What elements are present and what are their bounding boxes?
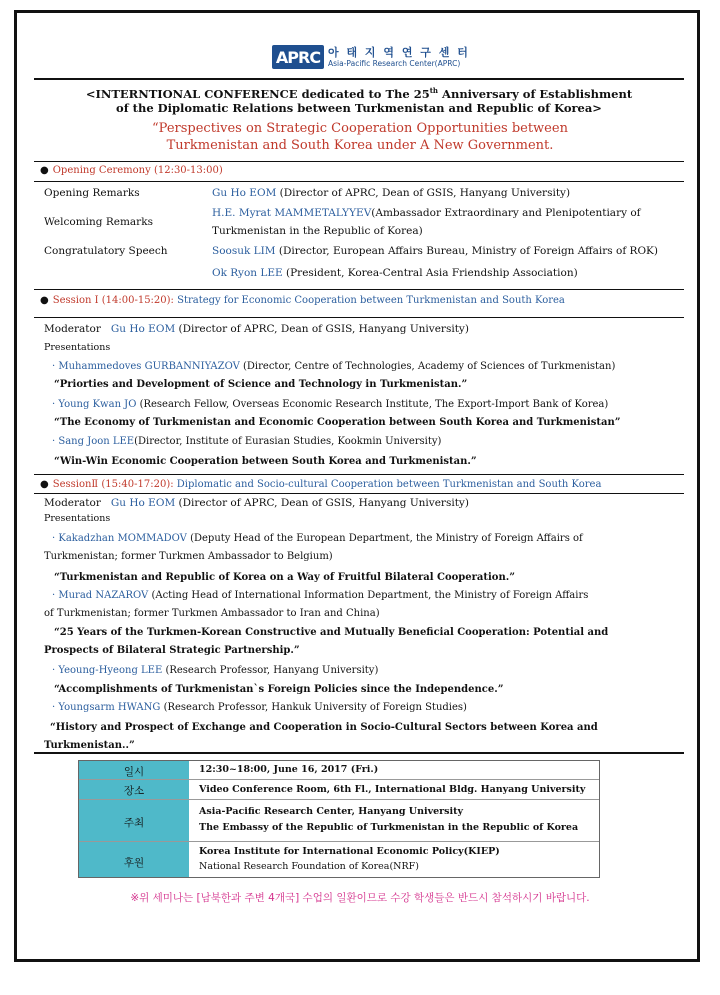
- presentation-topic: [44, 624, 676, 660]
- moderator-name: Gu Ho EOM: [110, 497, 176, 509]
- speaker-name: · Yeoung-Hyeong LEE: [52, 665, 163, 676]
- speaker-name: · Muhammedoves GURBANNIYAZOV: [52, 361, 240, 372]
- presentation-topic: “Win-Win Economic Cooperation between South Korea and Turkmenistan.”: [54, 456, 477, 467]
- speaker-name: · Murad NAZAROV: [52, 590, 149, 601]
- moderator-name: Gu Ho EOM: [110, 323, 176, 335]
- session2-speaker-2: [44, 587, 676, 623]
- congratulatory-role: Congratulatory Speech: [44, 245, 168, 257]
- welcoming-speaker: [212, 206, 682, 238]
- presentation-topic: “Accomplishments of Turkmenistan`s Foreign Policies since the Independence.”: [54, 684, 504, 695]
- presentation-topic: “Turkmenistan and Republic of Korea on a Way of Fruitful Bilateral Cooperation.”: [54, 572, 515, 583]
- speaker-desc: (Ambassador Extraordinary and Plenipotentiary of: [371, 207, 641, 219]
- subtitle-line2: Turkmenistan and South Korea under A New Government.: [166, 138, 554, 153]
- title-line1: <INTERNTIONAL CONFERENCE dedicated to The 25: [85, 86, 430, 101]
- session2-speaker-3: [52, 664, 378, 678]
- speaker-desc: (Director of APRC, Dean of GSIS, Hanyang University): [276, 187, 571, 199]
- info-sponsor-2: National Research Foundation of Korea(NRF): [199, 861, 419, 872]
- presentations-label: Presentations: [44, 342, 111, 353]
- speaker-desc: (Director, Centre of Technologies, Academy of Sciences of Turkmenistan): [239, 361, 616, 372]
- speaker-desc: (Research Fellow, Overseas Economic Research Institute, The Export-Import Bank of Korea): [136, 399, 609, 410]
- opening-heading: [40, 165, 223, 176]
- opening-speaker: [212, 186, 682, 200]
- opening-heading-text: Opening Ceremony (12:30-13:00): [52, 165, 223, 176]
- info-label-host: 주최: [123, 817, 145, 829]
- speaker-desc-cont: of Turkmenistan; former Turkmen Ambassador to Iran and China): [44, 608, 380, 619]
- session1-rule: [34, 317, 684, 318]
- session2-speaker-4: [52, 701, 467, 715]
- speaker-name: · Sang Joon LEE: [52, 436, 135, 447]
- session1-speaker-2: [52, 398, 692, 412]
- speaker-desc: (President, Korea-Central Asia Friendship Association): [282, 267, 578, 279]
- opening-rule-top: [34, 161, 684, 162]
- bullet-icon: ●: [40, 295, 49, 306]
- topic-line: “25 Years of the Turkmen-Korean Constructive and Mutually Beneficial Cooperation: Potential and: [54, 627, 609, 638]
- session1-speaker-3: [52, 435, 441, 449]
- speaker-name: H.E. Myrat MAMMETALYYEV: [212, 207, 372, 219]
- session1-rule-top: [34, 289, 684, 290]
- session1-speaker-1: [52, 360, 682, 374]
- speaker-name: · Kakadzhan MOMMADOV: [52, 533, 187, 544]
- topic-line-cont: Turkmenistan..”: [44, 740, 135, 751]
- title-sup: th: [429, 86, 439, 95]
- logo-english: Asia-Pacific Research Center(APRC): [328, 58, 461, 68]
- attendance-notice: ※위 세미나는 [남북한과 주변 4개국] 수업의 일환이므로 수강 학생들은 반드시 참석하시기 바랍니다.: [130, 892, 590, 904]
- speaker-desc-cont: Turkmenistan; former Turkmen Ambassador to Belgium): [44, 551, 333, 562]
- presentations-label: Presentations: [44, 513, 111, 524]
- bullet-icon: ●: [40, 165, 49, 176]
- conference-subtitle: [100, 120, 620, 154]
- info-label-date: 일시: [123, 766, 145, 778]
- info-label-sponsor: 후원: [123, 857, 145, 869]
- session1-time: Session I (14:00-15:20):: [52, 295, 174, 306]
- presentation-topic: “Priorties and Development of Science and Technology in Turkmenistan.”: [54, 379, 468, 390]
- logo-text: [328, 47, 470, 68]
- speaker-desc: (Director, Institute of Eurasian Studies, Kookmin University): [134, 436, 442, 447]
- opening-role: Opening Remarks: [44, 187, 140, 199]
- session2-time: SessionⅡ (15:40-17:20):: [52, 479, 174, 490]
- moderator-label: Moderator: [44, 323, 101, 335]
- congratulatory-speaker-2: [212, 266, 682, 280]
- info-host-2: The Embassy of the Republic of Turkmenistan in the Republic of Korea: [199, 822, 579, 833]
- speaker-desc-cont: Turkmenistan in the Republic of Korea): [212, 225, 423, 237]
- session1-topic: Strategy for Economic Cooperation between Turkmenistan and South Korea: [173, 295, 565, 306]
- info-date: 12:30~18:00, June 16, 2017 (Fri.): [199, 764, 379, 775]
- logo-mark: APRC: [272, 45, 324, 69]
- speaker-desc: (Research Professor, Hanyang University): [162, 665, 379, 676]
- info-sponsor-1: Korea Institute for International Economic Policy(KIEP): [199, 846, 500, 857]
- topic-line-cont: Prospects of Bilateral Strategic Partnership.”: [44, 645, 300, 656]
- bullet-icon: ●: [40, 479, 49, 490]
- speaker-desc: (Research Professor, Hankuk University of Foreign Studies): [160, 702, 467, 713]
- moderator-label: Moderator: [44, 497, 101, 509]
- moderator-desc: (Director of APRC, Dean of GSIS, Hanyang University): [175, 497, 469, 509]
- session2-rule-top: [34, 474, 684, 475]
- info-divider: [79, 841, 599, 842]
- aprc-logo: [272, 44, 470, 70]
- title-line2: of the Diplomatic Relations between Turkmenistan and Republic of Korea>: [116, 100, 602, 115]
- session1-moderator: [44, 322, 469, 336]
- speaker-desc: (Deputy Head of the European Department, the Ministry of Foreign Affairs of: [186, 533, 583, 544]
- conference-title: [34, 84, 684, 115]
- logo-korean: 아 태 지 역 연 구 센 터: [328, 45, 470, 59]
- welcoming-role: Welcoming Remarks: [44, 216, 153, 228]
- topic-line: “History and Prospect of Exchange and Cooperation in Socio-Cultural Sectors between Korea and: [50, 722, 598, 733]
- session2-heading: [40, 479, 601, 490]
- session2-moderator: [44, 496, 469, 510]
- info-venue: Video Conference Room, 6th Fl., International Bldg. Hanyang University: [199, 784, 586, 795]
- moderator-desc: (Director of APRC, Dean of GSIS, Hanyang University): [175, 323, 469, 335]
- speaker-desc: (Director, European Affairs Bureau, Ministry of Foreign Affairs of ROK): [275, 245, 659, 257]
- session2-speaker-1: [44, 530, 676, 566]
- info-rule: [34, 752, 684, 754]
- title-line1-end: Anniversary of Establishment: [438, 86, 633, 101]
- info-label-venue: 장소: [123, 785, 145, 797]
- info-divider: [79, 799, 599, 800]
- presentation-topic: “The Economy of Turkmenistan and Economic Cooperation between South Korea and Turkmenistan”: [54, 417, 621, 428]
- speaker-desc: (Acting Head of International Information Department, the Ministry of Foreign Affairs: [148, 590, 589, 601]
- opening-rule: [34, 181, 684, 182]
- speaker-name: Ok Ryon LEE: [212, 267, 283, 279]
- speaker-name: · Young Kwan JO: [52, 399, 137, 410]
- session2-topic: Diplomatic and Socio-cultural Cooperation between Turkmenistan and South Korea: [173, 479, 602, 490]
- speaker-name: Gu Ho EOM: [212, 187, 277, 199]
- congratulatory-speaker: [212, 244, 682, 258]
- session1-heading: [40, 295, 565, 306]
- speaker-name: Soosuk LIM: [212, 245, 276, 257]
- session2-rule: [34, 493, 684, 494]
- speaker-name: · Youngsarm HWANG: [52, 702, 161, 713]
- subtitle-line1: “Perspectives on Strategic Cooperation Opportunities between: [152, 121, 568, 136]
- event-info-table: [78, 760, 600, 878]
- header-rule: [34, 78, 684, 80]
- info-host-1: Asia-Pacific Research Center, Hanyang University: [199, 806, 464, 817]
- info-divider: [79, 779, 599, 780]
- presentation-topic: [44, 719, 676, 755]
